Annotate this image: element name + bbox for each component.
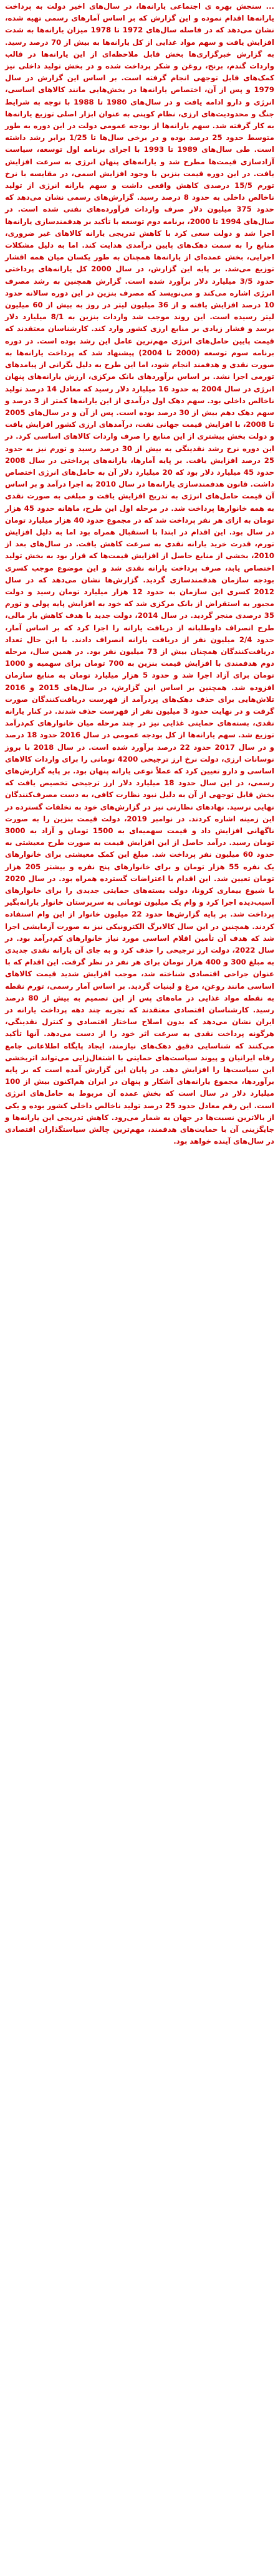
- article-paragraph: در نوامبر 2019، دولت قیمت بنزین را به صورت ناگهانی افزایش داد و قیمت سهمیه‌ای به 1500 تومان و آزاد به 3000 تومان رسید. درآمد حاصل از این افزایش قیمت به صورت طرح معیشتی به حدود 60 میلیون نفر پرداخت شد. مبلغ این کمک معیشتی برای خانوارهای یک نفره 55 هزار تومان و برای خانوارهای پنج نفره و بیشتر 205 هزار تومان تعیین شد. این اقدام با اعتراضات گسترده همراه بود.: [5, 814, 275, 883]
- article-paragraph: کارشناسان اقتصادی معتقدند که تجربه چند دهه پرداخت یارانه در ایران نشان می‌دهد که بدون اصلاح ساختار اقتصادی و کنترل نقدینگی، هرگونه پرداخت نقدی به سرعت اثر خود را از دست می‌دهد. آنها تأکید می‌کنند که شناسایی دقیق دهک‌های نیازمند، ایجاد پایگاه اطلاعاتی جامع رفاه ایرانیان و پیوند سیاست‌های حمایتی با اشتغال‌زایی می‌تواند اثربخشی این سیاست‌ها را افزایش دهد.: [5, 1006, 274, 1075]
- article-paragraph: در سال 2020 با شیوع بیماری کرونا، دولت بسته‌های حمایتی جدیدی را برای خانوارهای آسیب‌دیده اجرا کرد و وام یک میلیون تومانی به سرپرستان خانوار یارانه‌بگیر پرداخت شد. بر پایه گزارش‌ها حدود 22 میلیون خانوار از این وام استفاده کردند. همچنین در این سال کالابرگ الکترونیکی نیز به صورت آزمایشی اجرا شد که هدف آن تأمین اقلام اساسی مورد نیاز خانوارهای کم‌درآمد بود.: [5, 874, 275, 943]
- article-paragraph: در سال 2018 با بروز نوسانات ارزی، دولت نرخ ارز ترجیحی 4200 تومانی را برای واردات کالاهای اساسی و دارو تعیین کرد که عملاً نوعی یارانه پنهان بود. بر پایه گزارش‌های رسمی، در این سال حدود 18 میلیارد دلار ارز ترجیحی تخصیص یافت که بخش قابل توجهی از آن به دلیل نبود نظارت کافی، به دست مصرف‌کنندگان نهایی نرسید. نهادهای نظارتی نیز در گزارش‌های خود به تخلفات گسترده در این زمینه اشاره کردند.: [5, 742, 275, 823]
- article-paragraph: در پایان این گزارش آمده است که بر پایه برآوردها، مجموع یارانه‌های آشکار و پنهان در ایران هم‌اکنون بیش از 100 میلیارد دلار در سال است که بخش عمده آن مربوط به حامل‌های انرژی است. این رقم معادل حدود 25 درصد تولید ناخالص داخلی کشور بوده و یکی از بالاترین نسبت‌ها در جهان به شمار می‌رود. کاهش تدریجی این یارانه‌ها و جایگزینی آن با حمایت‌های هدفمند، مهم‌ترین چالش سیاستگذاران اقتصادی در سال‌های آینده خواهد بود.: [5, 1065, 274, 1146]
- article-paragraph: همچنین بر اساس این گزارش، در سال‌های 2015 و 2016 تلاش‌هایی برای حذف دهک‌های پردرآمد از فهرست دریافت‌کنندگان صورت گرفت و در نهایت حدود 3 میلیون نفر از فهرست حذف شدند. در کنار یارانه نقدی، بسته‌های حمایتی غذایی نیز در چند مرحله میان خانوارهای کم‌درآمد توزیع شد. سهم یارانه‌ها از کل بودجه عمومی در سال 2016 حدود 18 درصد و در سال 2017 حدود 22 درصد برآورد شده است.: [5, 683, 275, 752]
- article-paragraph: گزارش همچنین به رشد مصرف انرژی اشاره می‌کند و می‌نویسد که مصرف بنزین در این دوره سالانه حدود 10 درصد افزایش یافته و از 36 میلیون لیتر در روز به بیش از 60 میلیون لیتر رسیده است. این روند موجب شد واردات بنزین به 8/1 میلیارد دلار برسد و فشار زیادی بر منابع ارزی کشور وارد کند. کارشناسان معتقدند که قیمت پایین حامل‌های انرژی مهم‌ترین عامل این رشد بوده است.: [5, 276, 274, 345]
- article-paragraph: ... سنجش بهره ی اجتماعی یارانه‌ها، در سال‌های اخیر دولت به پرداخت یارانه‌ها اقدام نموده و این گزارش که بر اساس آمارهای رسمی تهیه شده، نشان می‌دهد که در فاصله سال‌های 1972 تا 1978 میزان یارانه‌ها به شدت افزایش یافت و سهم مواد غذایی از کل یارانه‌ها به بیش از 70 درصد رسید. به گزارش خبرگزاری‌ها بخش قابل ملاحظه‌ای از این یارانه‌ها در قالب واردات گندم، برنج، روغن و شکر پرداخت شده و در بخش تولید داخلی نیز کمک‌های قابل توجهی انجام گرفته است.: [5, 2, 274, 83]
- article-body: [5, 0, 274, 1148]
- article-paragraph: در دوره برنامه سوم توسعه (2000 تا 2004) پیشنهاد شد که پرداخت یارانه‌ها به صورت نقدی و هدفمند انجام شود، اما این طرح به دلیل نگرانی از پیامدهای تورمی اجرا نشد. بر اساس برآوردهای بانک مرکزی، ارزش یارانه‌های پنهان انرژی در سال 2004 به حدود 16 میلیارد دلار رسید که معادل 14 درصد تولید ناخالص داخلی بود. سهم دهک اول درآمدی از این یارانه‌ها کمتر از 3 درصد و سهم دهک دهم بیش از 30 درصد بوده است.: [5, 336, 275, 417]
- article-paragraph: قانون هدفمندسازی یارانه‌ها در سال 2010 به اجرا درآمد و بر اساس آن قیمت حامل‌های انرژی به تدریج افزایش یافت و مبلغی به صورت نقدی به همه خانوارها پرداخت شد. در مرحله اول این طرح، ماهانه حدود 45 هزار تومان به ازای هر نفر پرداخت شد که در مجموع حدود 40 هزار میلیارد تومان در سال بود. این اقدام در ابتدا با استقبال همراه بود اما به دلیل افزایش تورم، قدرت خرید یارانه نقدی به سرعت کاهش یافت.: [5, 480, 274, 549]
- article-paragraph: طی سال‌های 1989 تا 1993 با اجرای برنامه اول توسعه، سیاست آزادسازی قیمت‌ها مطرح شد و یارانه‌های پنهان انرژی به سرعت افزایش یافت. در این دوره قیمت بنزین با وجود افزایش اسمی، در مقایسه با نرخ تورم 15/5 درصدی کاهش واقعی داشت و سهم یارانه انرژی از تولید ناخالص داخلی به حدود 8 درصد رسید. گزارش‌های رسمی نشان می‌دهد که حدود 375 میلیون دلار صرف واردات فرآورده‌های نفتی شده است.: [5, 145, 274, 214]
- article-paragraph: بر اساس این گزارش در سال 1979 و پس از آن، اختصاص یارانه‌ها در بخش‌هایی مانند کالاهای اساسی، انرژی و دارو ادامه یافت و در سال‌های 1980 تا 1988 با توجه به شرایط جنگ و محدودیت‌های ارزی، نظام کوپنی به عنوان ابزار اصلی توزیع یارانه‌ها به کار گرفته شد. سهم یارانه‌ها از بودجه عمومی دولت در این دوره به طور متوسط حدود 25 درصد بوده و در برخی سال‌ها تا 1/25 برابر رشد داشته است.: [5, 73, 274, 154]
- article-paragraph: در سال 2014، دولت جدید با هدف کاهش بار مالی، طرح انصراف داوطلبانه از دریافت یارانه را اجرا کرد که بر اساس آمار، حدود 2/4 میلیون نفر از دریافت یارانه انصراف دادند. با این حال تعداد دریافت‌کنندگان همچنان بیش از 73 میلیون نفر بود. در همین سال، مرحله دوم هدفمندی با افزایش قیمت بنزین به 700 تومان برای سهمیه و 1000 تومان برای آزاد اجرا شد و حدود 5 هزار میلیارد تومان به منابع سازمان افزوده شد.: [5, 611, 274, 692]
- article-paragraph: پس از آن و در سال‌های 2005 تا 2008، با افزایش قیمت جهانی نفت، درآمدهای ارزی کشور افزایش یافت و دولت بخش بیشتری از این منابع را صرف واردات کالاهای اساسی کرد. در این دوره نرخ رشد نقدینگی به بیش از 30 درصد رسید و تورم نیز به حدود 25 درصد افزایش یافت. بر پایه آمارها، یارانه‌های پرداختی در سال 2008 حدود 45 میلیارد دلار بود که 20 میلیارد دلار آن به حامل‌های انرژی اختصاص داشت.: [5, 408, 274, 489]
- article-paragraph: در سال 2022، دولت ارز ترجیحی را حذف کرد و به جای آن یارانه نقدی جدیدی به مبلغ 300 و 400 هزار تومان برای هر نفر در نظر گرفت. این اقدام که با عنوان جراحی اقتصادی شناخته شد، موجب افزایش شدید قیمت کالاهای اساسی مانند روغن، مرغ و لبنیات گردید. بر اساس آمار رسمی، تورم نقطه به نقطه مواد غذایی در ماه‌های پس از این تصمیم به بیش از 80 درصد رسید.: [5, 933, 275, 1015]
- article-paragraph: در سال‌های 1994 تا 2000، برنامه دوم توسعه با تأکید بر هدفمندسازی یارانه‌ها اجرا شد و دولت سعی کرد با کاهش تدریجی یارانه کالاهای غیر ضروری، منابع را به سمت دهک‌های پایین درآمدی هدایت کند. اما به دلیل مشکلات اجرایی، بخش عمده‌ای از یارانه‌ها همچنان به طور یکسان میان همه اقشار توزیع می‌شد. بر پایه این گزارش، در سال 2000 کل یارانه‌های پرداختی حدود 3/5 میلیارد دلار برآورد شده است.: [5, 205, 274, 286]
- article-paragraph: در سال‌های بعد از 2010، بخشی از منابع حاصل از افزایش قیمت‌ها که قرار بود به بخش تولید اختصاص یابد، صرف پرداخت یارانه نقدی شد و این موضوع موجب کسری بودجه سازمان هدفمندسازی گردید. گزارش‌ها نشان می‌دهد که در سال 2012 کسری این سازمان به حدود 12 هزار میلیارد تومان رسید و دولت مجبور به استقراض از بانک مرکزی شد که خود به افزایش پایه پولی و تورم 35 درصدی منجر گردید.: [5, 539, 275, 620]
